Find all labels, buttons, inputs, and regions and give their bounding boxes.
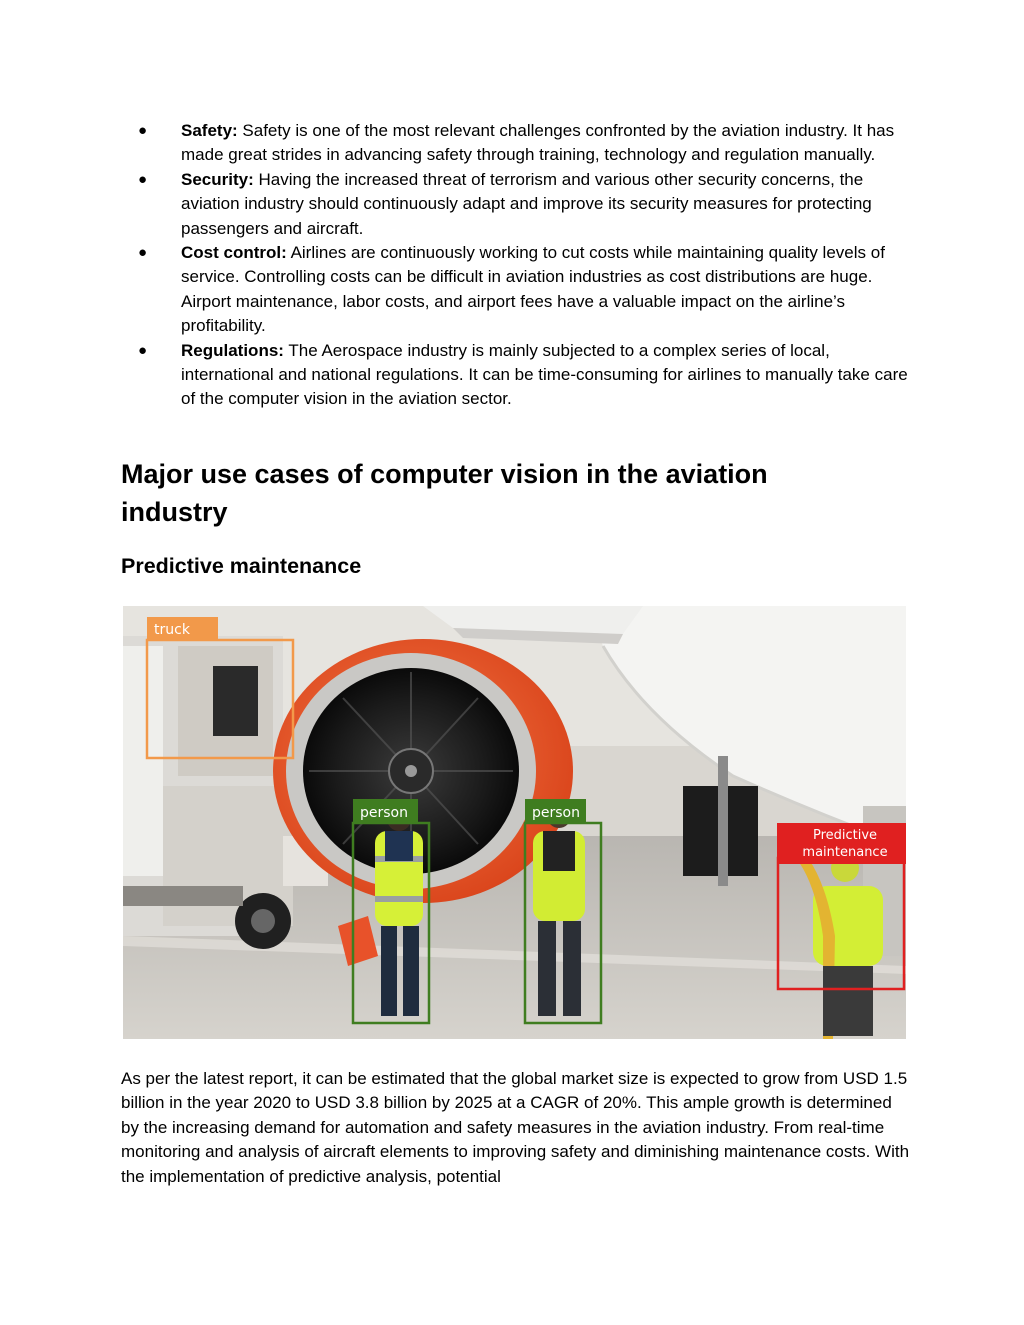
- list-item: [0, 119, 1024, 168]
- person-label-1: person: [360, 805, 408, 821]
- list-item: [0, 339, 1024, 412]
- person-label-2: person: [532, 805, 580, 821]
- list-item-text: Airlines are continuously working to cut costs while maintaining quality levels of service. Controlling costs can be difficult in aviation industries as cost distributions are huge. Airport maintenance, labor costs, and airport fees have a valuable impact on the airline’s profitability.: [181, 243, 885, 336]
- list-item: [0, 241, 1024, 339]
- truck-label: truck: [154, 622, 190, 638]
- subsection-heading: Predictive maintenance: [121, 554, 362, 578]
- bullet-icon: ●: [138, 244, 148, 262]
- challenges-list: [0, 119, 1024, 412]
- list-item-term: Safety:: [181, 121, 238, 140]
- section-heading: Major use cases of computer vision in the aviation industry: [121, 459, 768, 527]
- bullet-icon: ●: [138, 122, 148, 139]
- list-item-term: Security:: [181, 169, 254, 189]
- bullet-icon: ●: [138, 170, 148, 188]
- bullet-icon: ●: [138, 341, 148, 359]
- list-item-term: Regulations:: [181, 340, 284, 360]
- list-item-text: Having the increased threat of terrorism and various other security concerns, the aviation industry should continuously adapt and improve its security measures for protecting passengers and aircraft.: [181, 169, 872, 238]
- list-item: [0, 168, 1024, 241]
- list-item-text: Safety is one of the most relevant challenges confronted by the aviation industry. It has made great strides in advancing safety through training, technology and regulation manually.: [181, 121, 895, 165]
- airport-scene-illustration: [123, 606, 906, 1039]
- body-paragraph: As per the latest report, it can be estimated that the global market size is expected to grow from USD 1.5 billion in the year 2020 to USD 3.8 billion by 2025 at a CAGR of 20%. This ample growth is determined by the increasing demand for automation and safety measures in the aviation industry. From real-time monitoring and analysis of aircraft elements to improving safety and diminishing maintenance costs. With the implementation of predictive analysis, potential: [121, 1069, 910, 1186]
- list-item-term: Cost control:: [181, 243, 287, 263]
- list-item-text: The Aerospace industry is mainly subjected to a complex series of local, international and national regulations. It can be time-consuming for airlines to manually take care of the computer vision in the aviation sector.: [181, 340, 908, 409]
- maintenance-label-line1: Predictive: [812, 828, 878, 843]
- detection-figure: [123, 606, 906, 1039]
- maintenance-label-line2: maintenance: [802, 845, 888, 860]
